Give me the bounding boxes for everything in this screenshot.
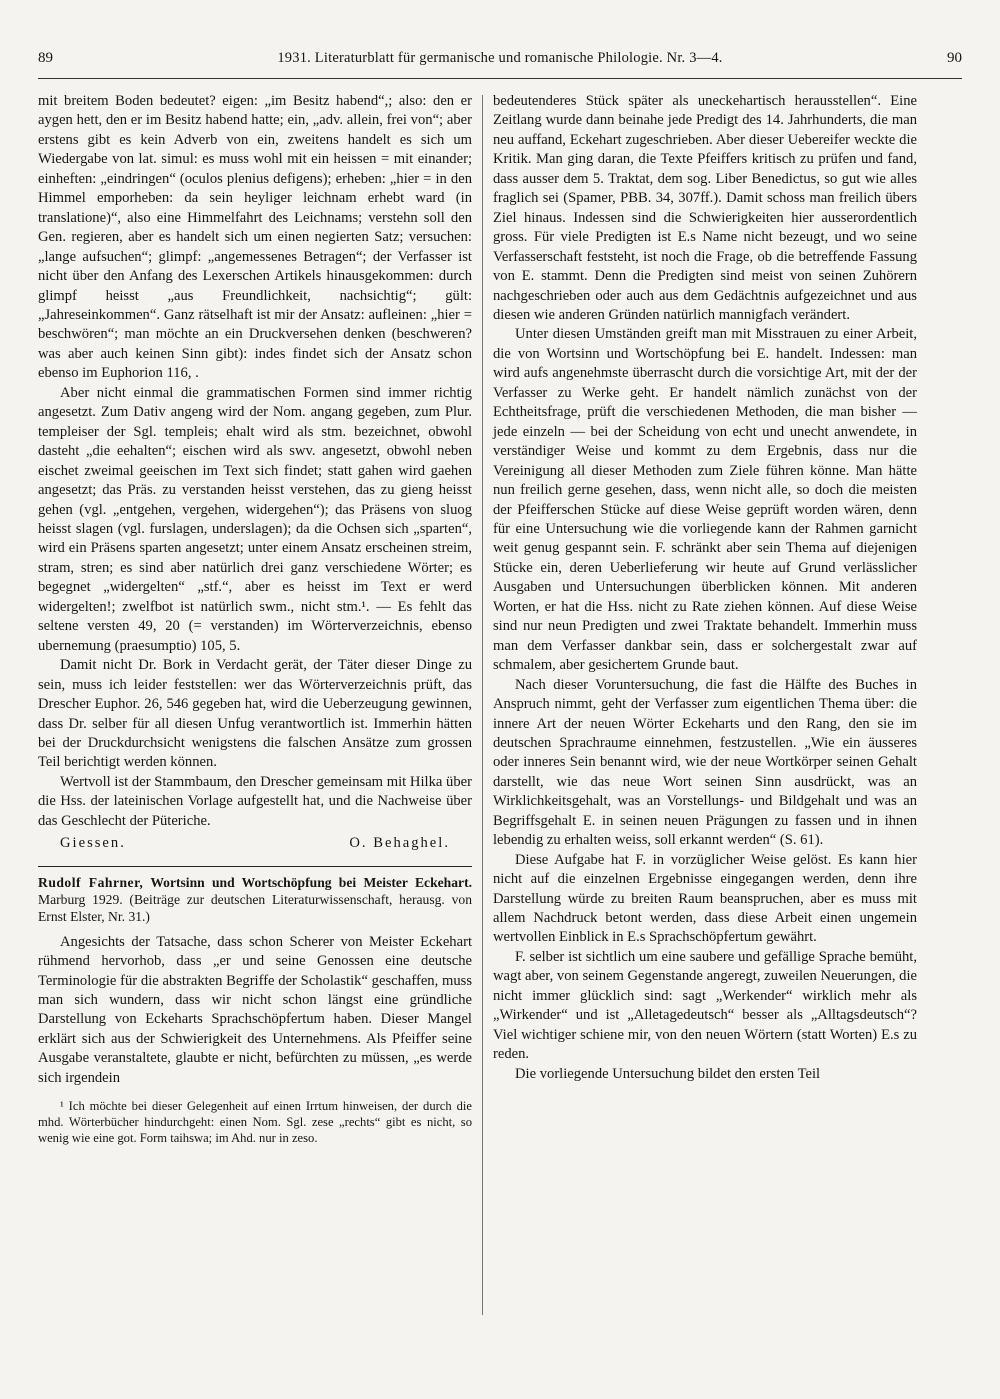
signature-place: Giessen. — [60, 835, 126, 852]
page-number-left: 89 — [38, 50, 53, 66]
paragraph: Wertvoll ist der Stammbaum, den Drescher gemeinsam mit Hilka über die Hss. der lateinischen Vorlage aufgestellt hat, und die Nachweise über das Geschlecht der Püteriche. — [38, 773, 472, 829]
signature — [38, 834, 472, 853]
page-number-right: 90 — [947, 50, 962, 66]
paragraph: mit breitem Boden bedeutet? eigen: „im Besitz habend“,; also: den er aygen hett, den er im Besitz habend hatte; ein, „adv. allein, frei von“; aber erstens gibt es kein Adverb von ein, zweitens handelt es sich um Wiedergabe von lat. simul: es muss wohl mit ein heissen = mit einander; einheften: „eindringen“ (oculos plenius defigens); erheben: „hier = in den Himmel emporheben: da sein heyliger leichnam erhebt ward (in translatione)“, also eine Himmelfahrt des Leichnams; verstehn soll den Gen. regieren, aber es handelt sich um einen negierten Satz; versuchen: „lange aufsuchen“; glimpf: „angemessenes Betragen“; der Verfasser ist nicht über den Anfang des Lexerschen Artikels hinausgekommen: durch glimpf heisst „aus Freundlichkeit, nachsichtig“; gült: „Jahreseinkommen“. Ganz rätselhaft ist mir der Ansatz: aufleinen: „hier = beschwören“; man möchte an ein Druckversehen denken (beschweren? was aber auch keinen Sinn gibt): indes findet sich der Ansatz schon ebenso im Euphorion 116, . — [38, 93, 472, 382]
right-column — [493, 92, 917, 1084]
header-rule — [38, 78, 962, 79]
paragraph: Damit nicht Dr. Bork in Verdacht gerät, der Täter dieser Dinge zu sein, muss ich leider feststellen: wer das Wörterverzeichnis prüft, das Drescher Euphor. 26, 546 gegeben hat, wird die Ueberzeugung gewinnen, dass Dr. selber für all diesen Unfug verantwortlich ist. Immerhin hätten bei der Druckdurchsicht wenigstens die falschen Ansätze zum grossen Teil berichtigt werden können. — [38, 657, 472, 771]
paragraph: Die vorliegende Untersuchung bildet den ersten Teil — [515, 1065, 821, 1082]
paragraph: bedeutenderes Stück später als uneckehartisch herausstellen“. Eine Zeitlang wurde dann beinahe jede Predigt des 14. Jahrhunderts, die man neu auffand, Eckehart zugeschrieben. Aber dieser Uebereifer weckte die Kritik. Man ging daran, die Texte Pfeiffers kritisch zu prüfen und fand, dass ausser dem 5. Traktat, dem sog. Liber Benedictus, so gut wie alles fraglich sei (Spamer, PBB. 34, 307ff.). Damit schoss man freilich übers Ziel hinaus. Indessen sind die Schwierigkeiten hier ausserordentlich gross. Für viele Predigten ist E.s Name nicht bezeugt, und wo seine Verfasserschaft feststeht, ist noch die Frage, ob die betreffende Fassung von E. stammt. Denn die Predigten sind meist von seinen Zuhörern nachgeschrieben oder auch aus dem Gedächtnis aufgezeichnet und aus diesen wie anderen Gründen natürlich mannigfach verändert. — [493, 93, 917, 323]
paragraph: Aber nicht einmal die grammatischen Formen sind immer richtig angesetzt. Zum Dativ angeng wird der Nom. angang gegeben, zum Plur. templeiser der Sgl. templeis; ehalt wird als stm. bezeichnet, obwohl dasteht „die eehalten“; eischen wird als swv. angesetzt, obwohl neben eischet zweimal geeischen im Text sich findet; statt gahen wird gaehen angesetzt; das Präs. zu verstanden heisst verstehen, das zu gieng heisst gehen (vgl. „entgehen, vergehen, widergehen“); das Präsens von sluog heisst slagen (vgl. furslagen, underslagen); da die Ochsen sich „sparten“, wird ein Präsens sparten angesetzt; unter einem Ansatz erscheinen streim, stram, stren; es sind aber natürlich drei ganz verschiedene Wörter; es begegnet „widergelten“ „stf.“, aber es heisst im Text er werd widergelten!; zwelfbot ist natürlich swm., nicht stm.¹. — Es fehlt das seltene versten 49, 20 (= verstanden) im Wörterverzeichnis, ebenso ubernemung (praesumptio) 105, 5. — [38, 384, 472, 654]
review-meta: Marburg 1929. (Beiträge zur deutschen Literaturwissenschaft, herausg. von Ernst Elster, Nr. 31.) — [38, 891, 472, 924]
review-heading — [38, 874, 472, 925]
footnote — [38, 1098, 472, 1146]
running-header — [38, 50, 962, 78]
section-rule — [38, 866, 472, 867]
review-author: Rudolf Fahrner, — [38, 874, 144, 890]
paragraph: Angesichts der Tatsache, dass schon Scherer von Meister Eckehart rühmend hervorhob, dass „er und seine Genossen eine deutsche Terminologie für die abstrakten Begriffe der Scholastik“ geschaffen, muss man sich wundern, dass wir nicht schon längst eine gründliche Darstellung von Eckeharts Sprachschöpfertum haben. Dieser Mangel erklärt sich aus der Schwierigkeit des Unternehmens. Als Pfeiffer seine Ausgabe veranstaltete, glaubte er nicht, befürchten zu müssen, „es werde sich irgendein — [38, 933, 472, 1086]
journal-title: 1931. Literaturblatt für germanische und romanische Philologie. Nr. 3—4. — [277, 50, 723, 66]
paragraph: Diese Aufgabe hat F. in vorzüglicher Weise gelöst. Es kann hier nicht auf die einzelnen Ergebnisse eingegangen werden, denn ihre Darstellung würde zu breiten Raum beanspruchen, aber es muss mit allem Nachdruck betont werden, dass diese Arbeit einen ungemein wertvollen Einblick in E.s Sprachschöpfertum gewährt. — [493, 851, 917, 946]
footnote-text: ¹ Ich möchte bei dieser Gelegenheit auf einen Irrtum hinweisen, der durch die mhd. Wörterbücher hindurchgeht: einen Nom. Sgl. zese „rechts“ gibt es nicht, so wenig wie eine got. Form taihswa; im Ahd. nur in zeso. — [38, 1099, 472, 1146]
paragraph: Nach dieser Voruntersuchung, die fast die Hälfte des Buches in Anspruch nimmt, geht der Verfasser zum eigentlichen Thema über: die innere Art der neuen Wörter Eckeharts und den Rang, den sie im deutschen Sprachraume einnehmen, festzustellen. „Wie ein äusseres oder inneres Sein benannt wird, wie der neue Wortkörper seinen Gehalt darstellt, wie das neue Wort seinen Sinn ausdrückt, was an Wirklichkeitsgehalt, was an Vorstellungs- und Bildgehalt und was an Begriffsgehalt E. in seinen neuen Prägungen zu fassen und in ihnen lebendig zu erhalten weiss, soll erkannt werden“ (S. 61). — [493, 676, 917, 849]
paragraph: F. selber ist sichtlich um eine saubere und gefällige Sprache bemüht, wagt aber, von seinem Gegenstande angeregt, zuweilen Neuerungen, die nicht immer glücklich sind: sagt „Werkender“ wirklich mehr als „Wirkender“ und ist „Alletagedeutsch“ besser als „Alltagsdeutsch“? Viel wichtiger schiene mir, von den neuen Wörtern (statt Worten) E.s zu reden. — [493, 948, 917, 1063]
signature-name: O. Behaghel. — [349, 835, 450, 852]
review-title: Wortsinn und Wortschöpfung bei Meister Eckehart. — [150, 874, 472, 890]
column-divider — [482, 95, 483, 1315]
paragraph: Unter diesen Umständen greift man mit Misstrauen zu einer Arbeit, die von Wortsinn und Wortschöpfung bei E. handelt. Indessen: man wird aufs angenehmste überrascht durch die vorsichtige Art, mit der der Verfasser zu Werke geht. Er handelt nämlich zunächst von der Echtheitsfrage, prüft die verschiedenen Methoden, die man bisher — jede einzeln — bei der Scheidung von echt und unecht anwendete, in verständiger Weise und kommt zu dem Ergebnis, dass nur die Vereinigung all dieser Methoden zum Ziele führen könne. Man hätte nun freilich gerne gesehen, dass, wenn nicht alle, so doch die meisten der Pfeifferschen Stücke auf diese Weise geprüft worden wären, denn für eine Untersuchung wie die vorliegende kann der Rahmen garnicht weit genug gespannt sein. F. schränkt aber sein Thema auf diejenigen Stücke ein, deren Ueberlieferung wir heute auf Grund verlässlicher Ausgaben und Untersuchungen überblicken können. Mit anderen Worten, er hat die Hss. nicht zu Rate ziehen können. Auf diese Weise sind nur neun Predigten und zwei Traktate behandelt. Immerhin muss man dem Verfasser dankbar sein, dass er solchergestalt zwar auf schmalem, aber gesichertem Grunde baut. — [493, 326, 917, 674]
left-column — [38, 92, 472, 1146]
